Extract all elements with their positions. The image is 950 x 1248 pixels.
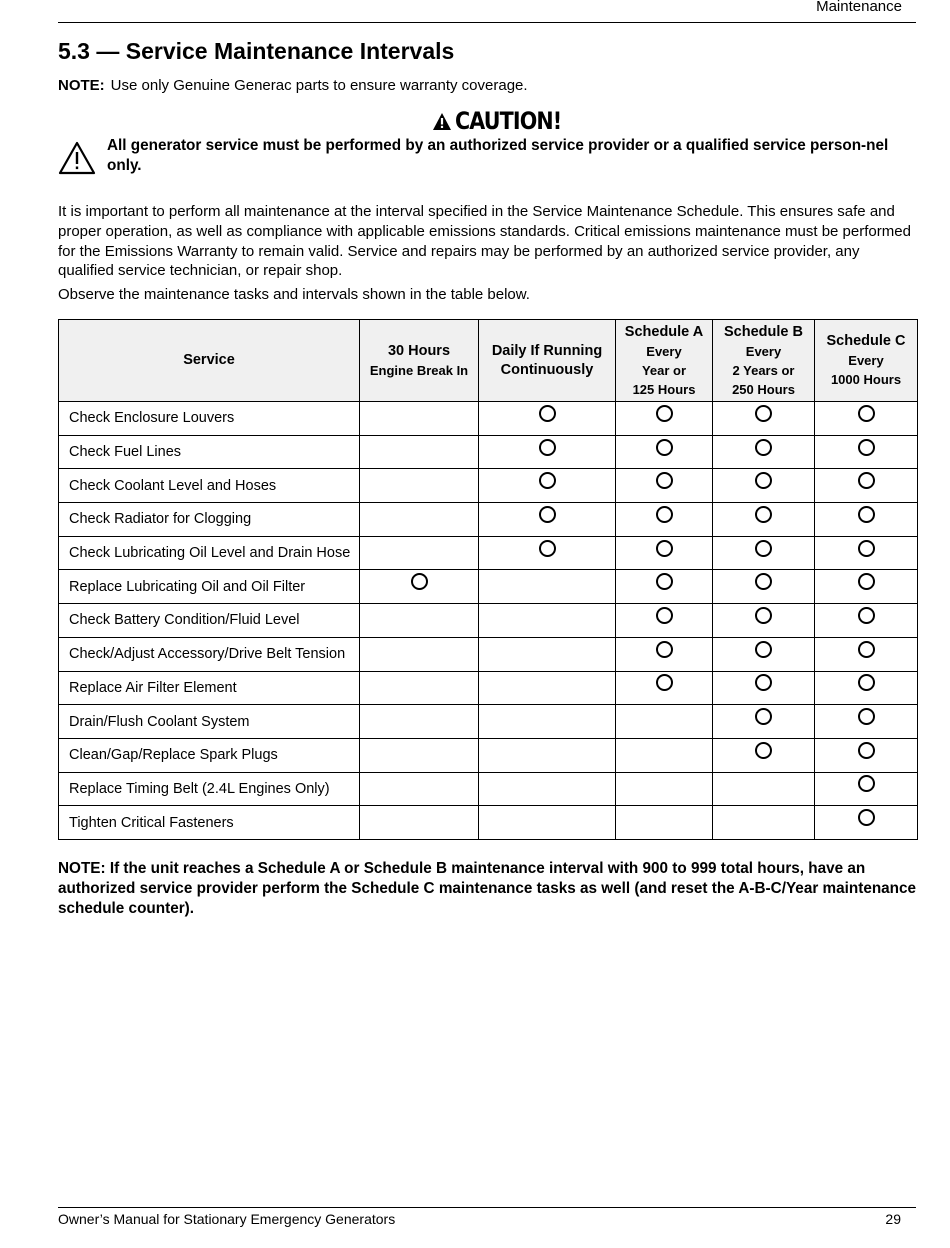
circle-marker-icon	[858, 809, 875, 826]
cell-schedule-b	[713, 604, 815, 638]
cell-daily	[479, 469, 616, 503]
service-cell: Replace Timing Belt (2.4L Engines Only)	[59, 772, 360, 806]
warning-triangle-small-icon	[432, 112, 452, 131]
cell-daily	[479, 503, 616, 537]
circle-marker-icon	[656, 641, 673, 658]
cell-30-hours	[360, 806, 479, 840]
service-cell: Check Lubricating Oil Level and Drain Hose	[59, 536, 360, 570]
circle-marker-icon	[539, 506, 556, 523]
circle-marker-icon	[755, 472, 772, 489]
circle-marker-icon	[858, 742, 875, 759]
cell-schedule-a	[616, 435, 713, 469]
cell-daily	[479, 671, 616, 705]
circle-marker-icon	[755, 540, 772, 557]
service-cell: Check Coolant Level and Hoses	[59, 469, 360, 503]
circle-marker-icon	[755, 439, 772, 456]
cell-schedule-a	[616, 604, 713, 638]
circle-marker-icon	[755, 506, 772, 523]
circle-marker-icon	[656, 540, 673, 557]
header-daily: Daily If Running Continuously	[479, 320, 616, 402]
circle-marker-icon	[656, 506, 673, 523]
cell-schedule-c	[815, 772, 918, 806]
cell-schedule-c	[815, 738, 918, 772]
service-cell: Check Enclosure Louvers	[59, 402, 360, 436]
cell-schedule-b	[713, 570, 815, 604]
table-row	[59, 637, 918, 671]
cell-schedule-c	[815, 570, 918, 604]
circle-marker-icon	[755, 742, 772, 759]
circle-marker-icon	[539, 439, 556, 456]
circle-marker-icon	[656, 439, 673, 456]
circle-marker-icon	[656, 573, 673, 590]
service-cell: Clean/Gap/Replace Spark Plugs	[59, 738, 360, 772]
circle-marker-icon	[755, 607, 772, 624]
table-row	[59, 705, 918, 739]
caution-text: All generator service must be performed by an authorized service provider or a qualified service person-nel only.	[107, 137, 889, 174]
circle-marker-icon	[858, 674, 875, 691]
circle-marker-icon	[858, 506, 875, 523]
circle-marker-icon	[755, 708, 772, 725]
circle-marker-icon	[539, 472, 556, 489]
circle-marker-icon	[858, 708, 875, 725]
service-cell: Drain/Flush Coolant System	[59, 705, 360, 739]
cell-schedule-b	[713, 469, 815, 503]
table-row	[59, 738, 918, 772]
cell-30-hours	[360, 637, 479, 671]
body-paragraph: It is important to perform all maintenance at the interval specified in the Service Maintenance Schedule. This ensures safe and proper operation, as well as compliance with applicable emissions standards. Critical emissions maintenance must be performed for the Emissions Warranty to remain valid. Service and repairs may be performed by an authorized service provider, any qualified service technician, or repair shop.	[58, 203, 911, 280]
cell-daily	[479, 637, 616, 671]
cell-daily	[479, 604, 616, 638]
cell-daily	[479, 435, 616, 469]
cell-schedule-a	[616, 637, 713, 671]
circle-marker-icon	[656, 607, 673, 624]
cell-daily	[479, 570, 616, 604]
cell-schedule-a	[616, 705, 713, 739]
cell-schedule-b	[713, 637, 815, 671]
cell-schedule-c	[815, 503, 918, 537]
circle-marker-icon	[755, 405, 772, 422]
cell-schedule-c	[815, 402, 918, 436]
cell-schedule-c	[815, 469, 918, 503]
circle-marker-icon	[656, 472, 673, 489]
cell-30-hours	[360, 536, 479, 570]
cell-schedule-c	[815, 604, 918, 638]
cell-schedule-c	[815, 806, 918, 840]
cell-schedule-a	[616, 469, 713, 503]
cell-daily	[479, 772, 616, 806]
page-title: 5.3 — Service Maintenance Intervals	[58, 38, 455, 64]
table-body	[59, 402, 918, 840]
page-number: 29	[885, 1211, 901, 1227]
table-row	[59, 604, 918, 638]
service-cell: Check Radiator for Clogging	[59, 503, 360, 537]
circle-marker-icon	[858, 439, 875, 456]
circle-marker-icon	[755, 573, 772, 590]
circle-marker-icon	[858, 540, 875, 557]
table-header-row	[59, 320, 918, 402]
table-row	[59, 402, 918, 436]
footer-manual-title: Owner’s Manual for Stationary Emergency Generators	[58, 1211, 396, 1227]
table-row	[59, 536, 918, 570]
service-cell: Replace Air Filter Element	[59, 671, 360, 705]
cell-schedule-b	[713, 705, 815, 739]
note-warranty	[58, 77, 528, 94]
circle-marker-icon	[858, 775, 875, 792]
maintenance-schedule-table	[58, 319, 918, 840]
cell-30-hours	[360, 402, 479, 436]
cell-schedule-a	[616, 570, 713, 604]
circle-marker-icon	[539, 405, 556, 422]
cell-schedule-b	[713, 435, 815, 469]
table-row	[59, 469, 918, 503]
circle-marker-icon	[656, 674, 673, 691]
cell-schedule-a	[616, 738, 713, 772]
service-cell: Check Fuel Lines	[59, 435, 360, 469]
cell-30-hours	[360, 469, 479, 503]
cell-daily	[479, 806, 616, 840]
cell-schedule-a	[616, 806, 713, 840]
cell-schedule-b	[713, 671, 815, 705]
circle-marker-icon	[858, 641, 875, 658]
cell-schedule-a	[616, 402, 713, 436]
cell-daily	[479, 705, 616, 739]
cell-30-hours	[360, 604, 479, 638]
circle-marker-icon	[858, 573, 875, 590]
table-row	[59, 435, 918, 469]
header-schedule-b: Schedule B Every 2 Years or 250 Hours	[713, 320, 815, 402]
circle-marker-icon	[656, 405, 673, 422]
cell-schedule-b	[713, 402, 815, 436]
table-row	[59, 671, 918, 705]
cell-30-hours	[360, 738, 479, 772]
table-row	[59, 570, 918, 604]
note-text: Use only Genuine Generac parts to ensure warranty coverage.	[110, 77, 528, 94]
service-cell: Replace Lubricating Oil and Oil Filter	[59, 570, 360, 604]
cell-schedule-a	[616, 503, 713, 537]
cell-schedule-c	[815, 435, 918, 469]
cell-schedule-a	[616, 536, 713, 570]
table-row	[59, 503, 918, 537]
cell-daily	[479, 738, 616, 772]
cell-schedule-b	[713, 772, 815, 806]
cell-schedule-b	[713, 503, 815, 537]
header-service: Service	[59, 320, 360, 402]
caution-label: CAUTION!	[454, 107, 562, 135]
running-header-section: Maintenance	[816, 0, 902, 15]
header-30-hours: 30 Hours Engine Break In	[360, 320, 479, 402]
circle-marker-icon	[858, 405, 875, 422]
caution-heading	[0, 107, 950, 136]
service-cell: Tighten Critical Fasteners	[59, 806, 360, 840]
note-schedule-c: NOTE: If the unit reaches a Schedule A or Schedule B maintenance interval with 900 to 999 total hours, have an authorized service provider perform the Schedule C maintenance tasks as well (and reset the A-B-C/Year maintenance schedule counter).	[58, 860, 917, 917]
cell-30-hours	[360, 671, 479, 705]
table-row	[59, 772, 918, 806]
note-label: NOTE:	[58, 77, 105, 94]
cell-schedule-c	[815, 705, 918, 739]
cell-schedule-b	[713, 806, 815, 840]
cell-30-hours	[360, 570, 479, 604]
service-cell: Check/Adjust Accessory/Drive Belt Tension	[59, 637, 360, 671]
header-rule	[58, 22, 916, 23]
cell-30-hours	[360, 435, 479, 469]
header-schedule-c: Schedule C Every 1000 Hours	[815, 320, 918, 402]
cell-schedule-a	[616, 772, 713, 806]
warning-triangle-icon	[58, 141, 96, 175]
circle-marker-icon	[858, 472, 875, 489]
circle-marker-icon	[755, 641, 772, 658]
cell-schedule-b	[713, 536, 815, 570]
cell-daily	[479, 536, 616, 570]
observe-text: Observe the maintenance tasks and intervals shown in the table below.	[58, 286, 530, 303]
circle-marker-icon	[411, 573, 428, 590]
cell-30-hours	[360, 772, 479, 806]
circle-marker-icon	[539, 540, 556, 557]
cell-schedule-a	[616, 671, 713, 705]
circle-marker-icon	[755, 674, 772, 691]
cell-schedule-c	[815, 671, 918, 705]
cell-daily	[479, 402, 616, 436]
table-row	[59, 806, 918, 840]
cell-schedule-c	[815, 536, 918, 570]
circle-marker-icon	[858, 607, 875, 624]
cell-30-hours	[360, 503, 479, 537]
header-schedule-a: Schedule A Every Year or 125 Hours	[616, 320, 713, 402]
service-cell: Check Battery Condition/Fluid Level	[59, 604, 360, 638]
cell-schedule-b	[713, 738, 815, 772]
cell-30-hours	[360, 705, 479, 739]
footer-rule	[58, 1207, 916, 1208]
cell-schedule-c	[815, 637, 918, 671]
